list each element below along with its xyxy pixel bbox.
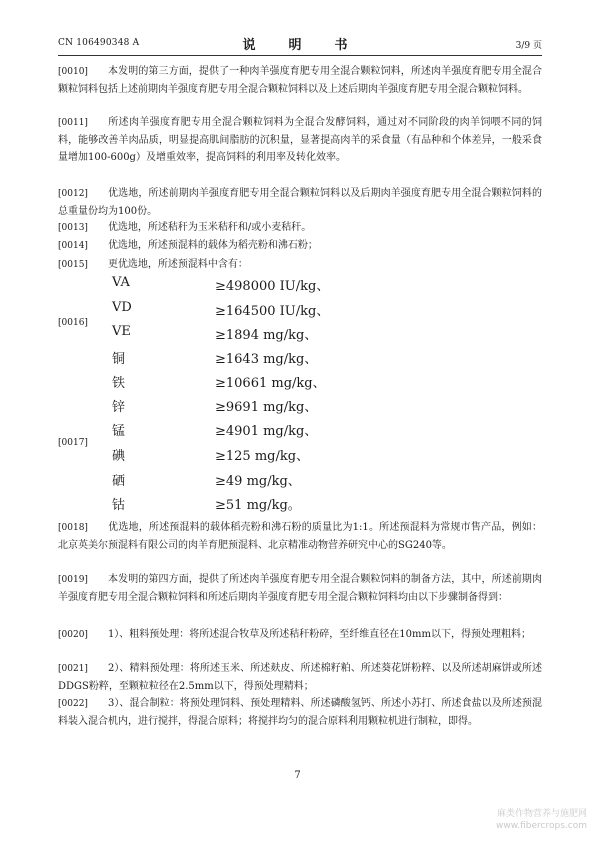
nutrient-value: ≥9691 mg/kg、 <box>215 400 318 415</box>
paragraph-number: [0020] <box>58 630 88 640</box>
nutrient-value: ≥51 mg/kg。 <box>215 498 301 513</box>
nutrient-name: 铁 <box>112 376 126 391</box>
paragraph-number: [0012] <box>58 189 88 199</box>
nutrient-value: ≥498000 IU/kg、 <box>215 279 330 294</box>
paragraph-number: [0013] <box>58 223 88 233</box>
paragraph-number: [0010] <box>58 67 88 77</box>
nutrient-value: ≥1643 mg/kg、 <box>215 352 318 367</box>
nutrient-name: 钴 <box>112 498 126 513</box>
nutrient-name: VE <box>112 324 131 339</box>
paragraph-text: 优选地，所述前期肉羊强度育肥专用全混合颗粒饲料以及后期肉羊强度育肥专用全混合颗粒饲料的总重量份均为100份。 <box>58 188 542 217</box>
nutrient-name: 铜 <box>112 352 126 367</box>
paragraph-0019 <box>58 571 542 606</box>
paragraph-number: [0021] <box>58 664 88 674</box>
nutrient-name: 硒 <box>112 474 126 489</box>
header-divider <box>58 55 542 56</box>
paragraph-text: 本发明的第三方面，提供了一种肉羊强度育肥专用全混合颗粒饲料，所述肉羊强度育肥专用全混合颗粒饲料包括上述前期肉羊强度育肥专用全混合颗粒饲料以及上述后期肉羊强度育肥专用全混合颗粒饲料。 <box>58 66 542 95</box>
paragraph-text: 3）、混合制粒：将预处理饲料、预处理精料、所述磷酸氢钙、所述小苏打、所述食盐以及所述预混料装入混合机内，进行搅拌，得混合原料；将搅拌均匀的混合原料利用颗粒机进行制粒，即得。 <box>58 698 542 727</box>
paragraph-0021 <box>58 660 542 695</box>
paragraph-text: 更优选地，所述预混料中含有： <box>107 259 248 270</box>
page-number: 7 <box>294 770 301 781</box>
paragraph-0010 <box>58 63 542 98</box>
document-title: 说 明 书 <box>242 38 358 53</box>
paragraph-number-0016: [0016] <box>58 318 88 328</box>
nutrient-value: ≥10661 mg/kg、 <box>215 376 326 391</box>
paragraph-text: 优选地，所述秸秆为玉米秸秆和/或小麦秸秆。 <box>107 222 312 233</box>
nutrient-name: 锰 <box>112 424 126 439</box>
nutrient-name: VA <box>112 275 130 290</box>
watermark <box>496 808 587 832</box>
paragraph-text: 1）、粗料预处理：将所述混合牧草及所述秸秆粉碎，至纤维直径在10mm以下，得预处理粗料； <box>107 629 531 640</box>
paragraph-0011 <box>58 114 542 166</box>
paragraph-number: [0014] <box>58 241 88 251</box>
page-header <box>58 33 542 53</box>
paragraph-number: [0011] <box>58 118 88 128</box>
paragraph-0012 <box>58 185 542 220</box>
paragraph-number: [0018] <box>58 523 88 533</box>
paragraph-0015 <box>58 256 542 274</box>
paragraph-number: [0015] <box>58 260 88 270</box>
nutrient-value: ≥1894 mg/kg、 <box>215 328 318 343</box>
nutrient-name: VD <box>112 300 132 315</box>
watermark-url: www.fibercrops.com <box>496 821 587 831</box>
paragraph-text: 优选地，所述预混料的载体为稻壳粉和沸石粉； <box>107 240 318 251</box>
paragraph-number: [0019] <box>58 575 88 585</box>
paragraph-0018 <box>58 519 542 554</box>
paragraph-0013 <box>58 219 542 237</box>
page-indicator: 3/9 页 <box>515 41 542 51</box>
nutrient-name: 碘 <box>112 449 126 464</box>
paragraph-number: [0022] <box>58 699 88 709</box>
paragraph-text: 本发明的第四方面，提供了所述肉羊强度育肥专用全混合颗粒饲料的制备方法，其中，所述前期肉羊强度育肥专用全混合颗粒饲料和所述后期肉羊强度育肥专用全混合颗粒饲料均由以下步骤制备得到： <box>58 574 542 603</box>
nutrient-value: ≥125 mg/kg、 <box>215 449 310 464</box>
paragraph-text: 2）、精料预处理：将所述玉米、所述麸皮、所述棉籽粕、所述葵花饼粉粹、以及所述胡麻饼或所述DDGS粉粹，至颗粒粒径在2.5mm以下，得预处理精料； <box>58 663 542 692</box>
paragraph-text: 优选地，所述预混料的载体稻壳粉和沸石粉的质量比为1:1。所述预混料为常规市售产品，例如：北京英美尔预混料有限公司的肉羊育肥预混料、北京精准动物营养研究中心的SG240等。 <box>58 522 542 551</box>
nutrient-value: ≥4901 mg/kg、 <box>215 424 318 439</box>
paragraph-0014 <box>58 237 542 255</box>
document-number: CN 106490348 A <box>58 38 140 48</box>
nutrient-name: 锌 <box>112 400 126 415</box>
paragraph-text: 所述肉羊强度育肥专用全混合颗粒饲料为全混合发酵饲料，通过对不同阶段的肉羊饲喂不同的饲料，能够改善羊肉品质，明显提高肌间脂肪的沉积量，显著提高肉羊的采食量（有品种和个体差异，一般采食量增加100-600g）及增重效率，提高饲料的利用率及转化效率。 <box>58 117 542 163</box>
watermark-title: 麻类作物营养与施肥网 <box>496 809 587 819</box>
paragraph-0020 <box>58 626 542 644</box>
nutrient-value: ≥164500 IU/kg、 <box>215 304 330 319</box>
paragraph-number-0017: [0017] <box>58 438 88 448</box>
nutrient-value: ≥49 mg/kg、 <box>215 474 301 489</box>
paragraph-0022 <box>58 695 542 730</box>
